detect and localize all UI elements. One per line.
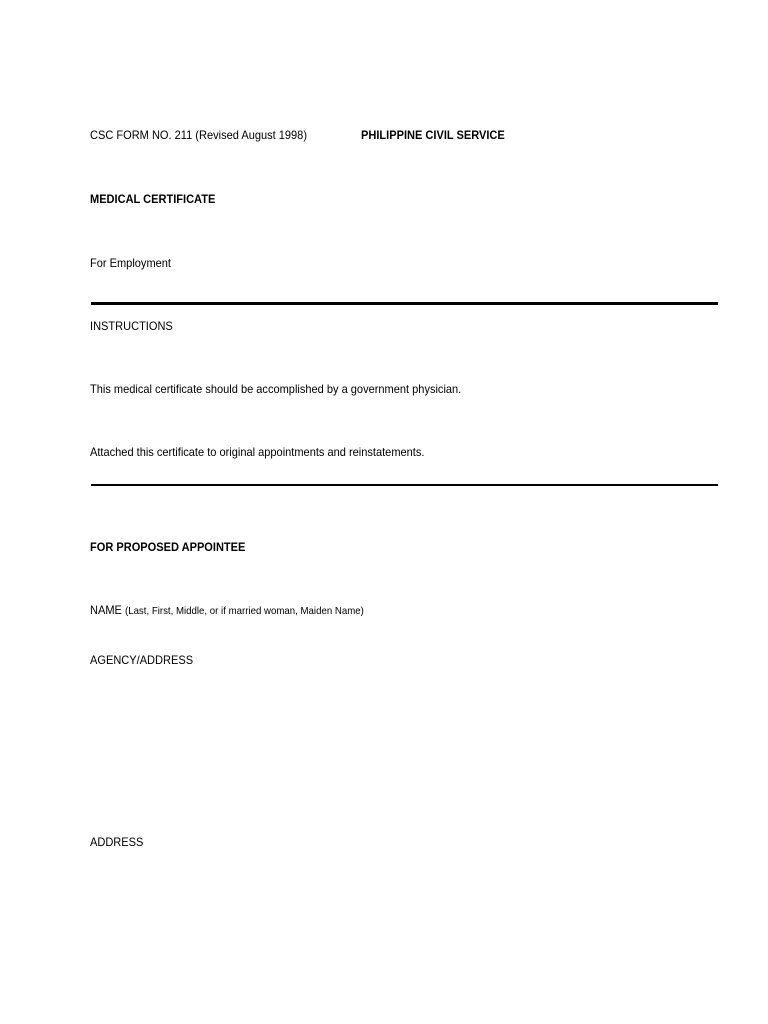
form-number: CSC FORM NO. 211 (Revised August 1998) [90, 128, 308, 142]
appointee-heading: FOR PROPOSED APPOINTEE [90, 540, 246, 554]
document-purpose: For Employment [90, 256, 171, 270]
address-label: ADDRESS [90, 835, 144, 849]
agency-title: PHILIPPINE CIVIL SERVICE [361, 128, 505, 142]
instruction-item: Attached this certificate to original appointments and reinstatements. [90, 445, 425, 459]
name-field-label [90, 603, 388, 618]
name-hint: (Last, First, Middle, or if married woman, Maiden Name) [124, 605, 364, 617]
agency-address-label: AGENCY/ADDRESS [90, 653, 194, 667]
instructions-heading: INSTRUCTIONS [90, 319, 173, 333]
document-title: MEDICAL CERTIFICATE [90, 192, 216, 206]
section-divider-bottom [91, 484, 718, 486]
name-label: NAME [90, 603, 122, 617]
section-divider-top [91, 302, 718, 305]
instruction-item: This medical certificate should be accomplished by a government physician. [90, 382, 462, 396]
